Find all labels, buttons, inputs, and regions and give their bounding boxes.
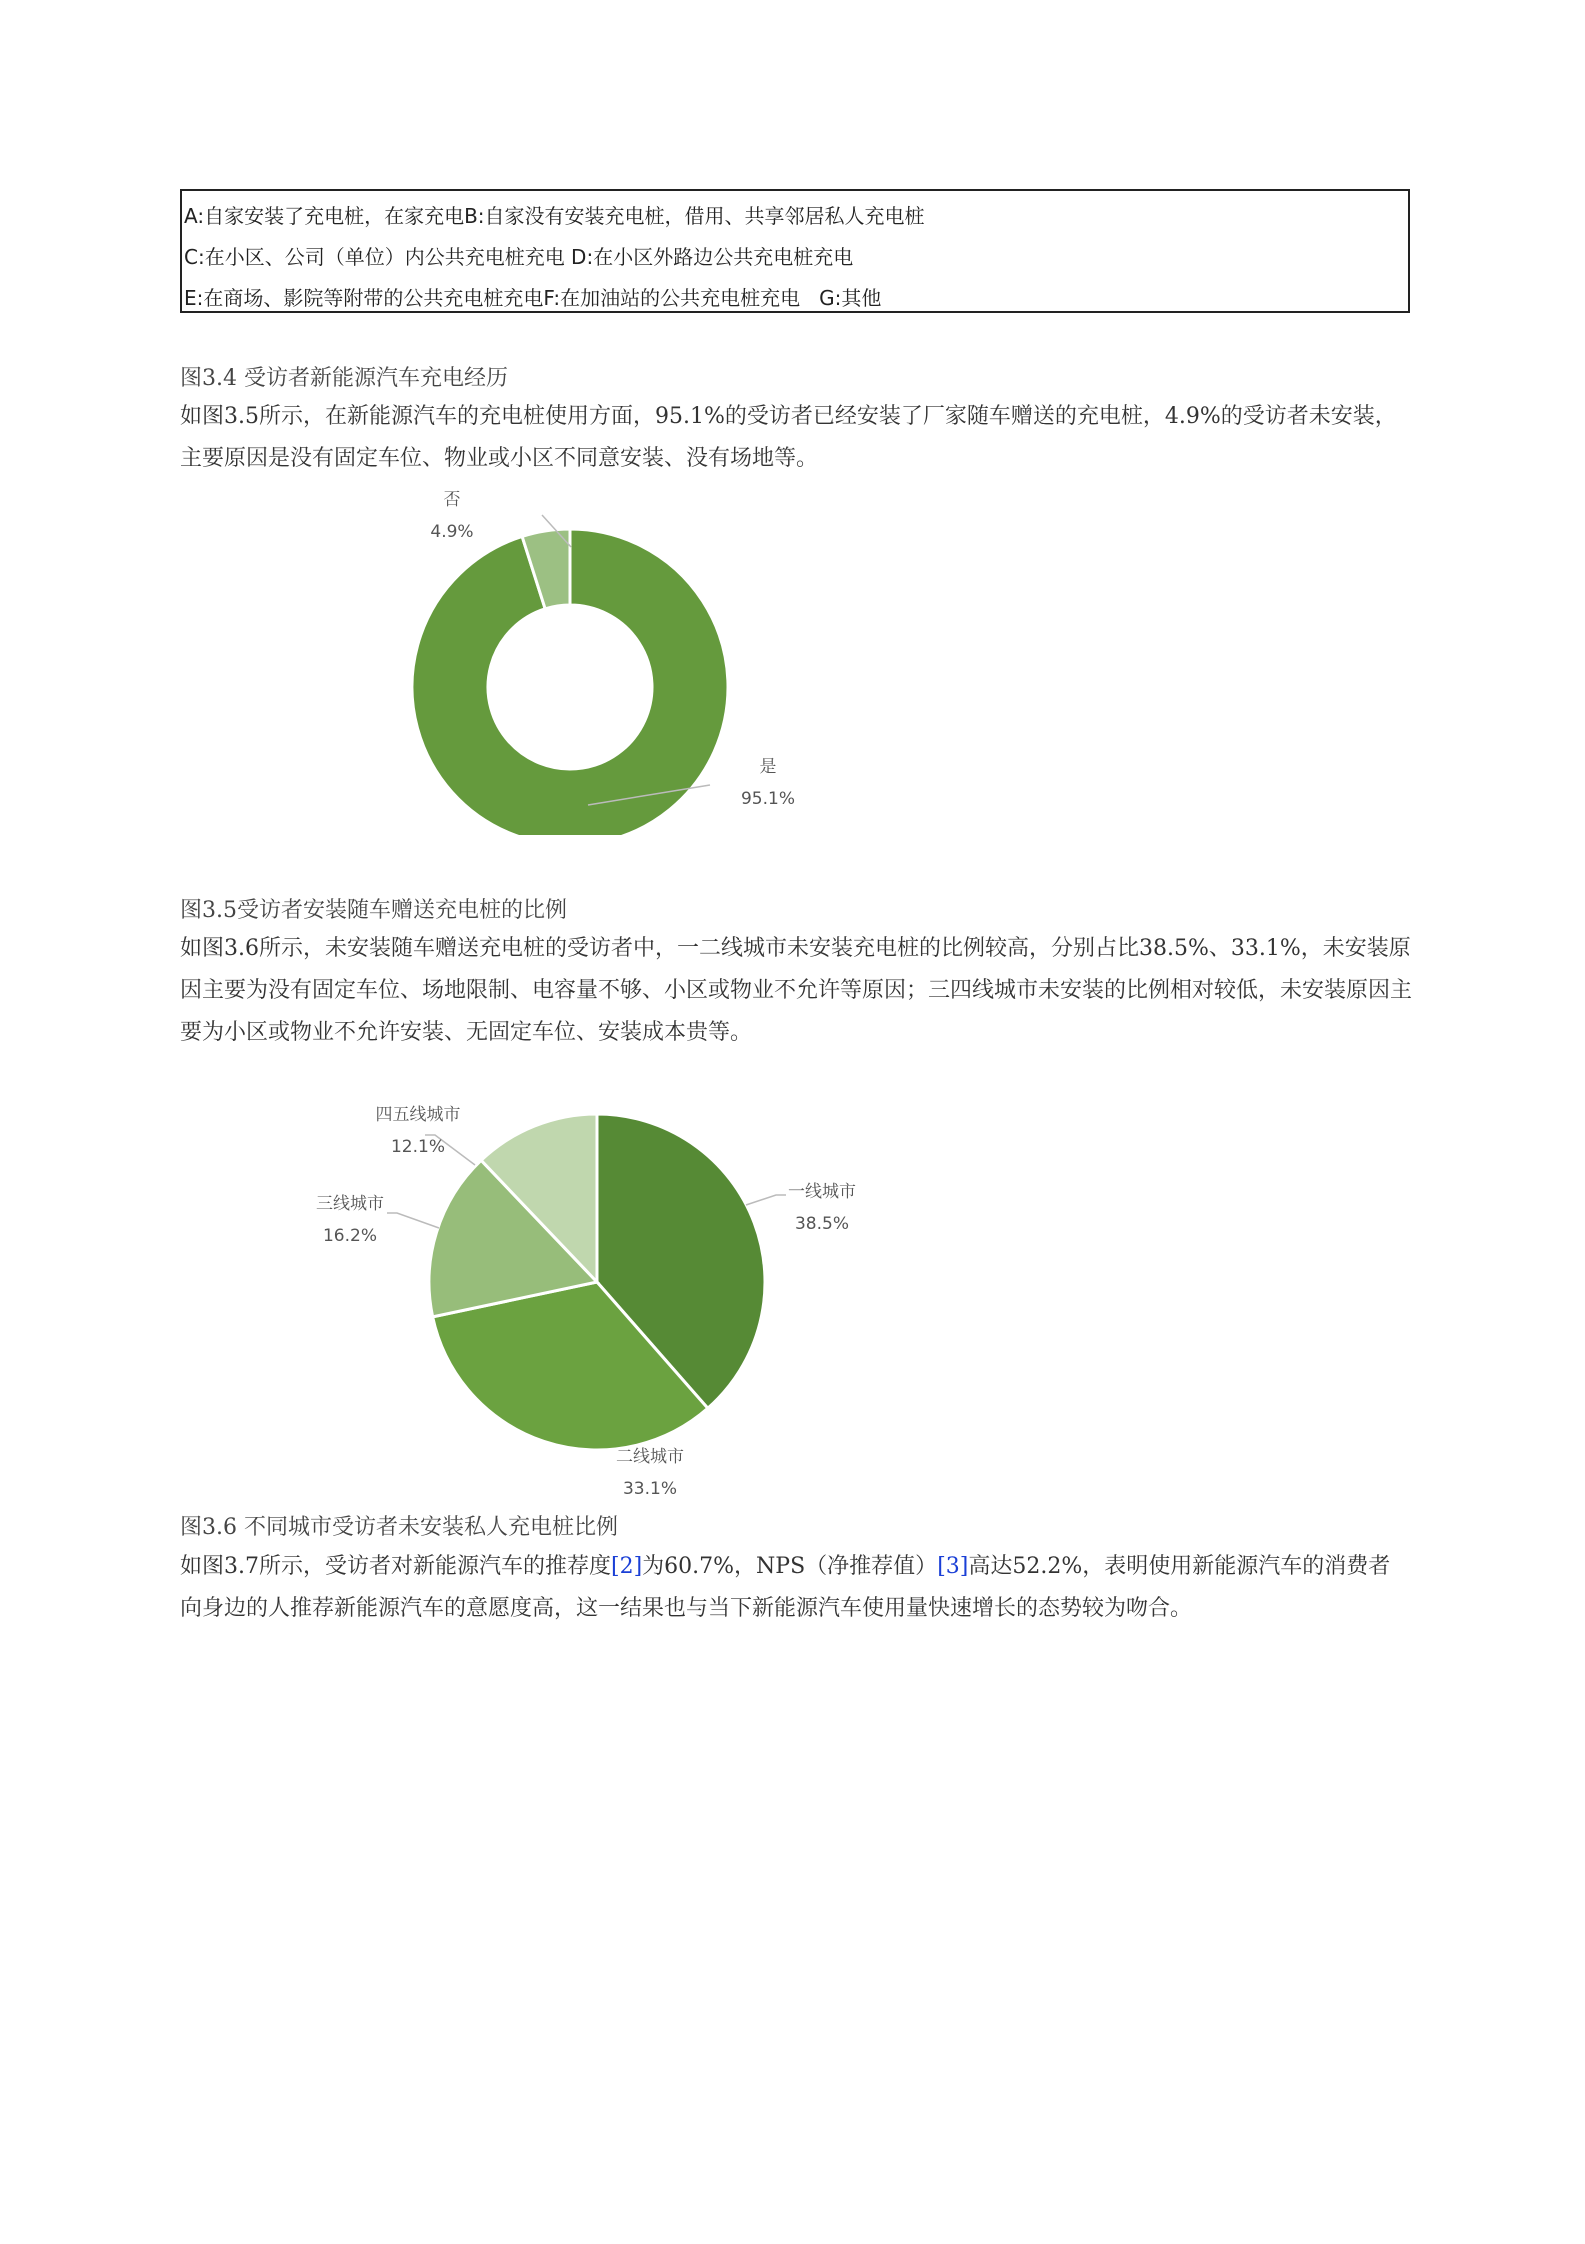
caption-figure-3-6: 图3.6 不同城市受访者未安装私人充电桩比例 bbox=[180, 1515, 618, 1540]
slice-value-no: 4.9% bbox=[430, 522, 474, 542]
slice-value-tier1: 38.5% bbox=[794, 1214, 850, 1234]
slice-label-tier1: 一线城市 bbox=[788, 1182, 856, 1202]
slice-label-tier3: 三线城市 bbox=[316, 1194, 384, 1214]
paragraph-figure-3-5: 如图3.5所示，在新能源汽车的充电桩使用方面，95.1%的受访者已经安装了厂家随车赠送的充电桩，4.9%的受访者未安装，主要原因是没有固定车位、物业或小区不同意安装、没有场地等。 bbox=[180, 404, 1397, 471]
paragraph-text-1: 如图3.7所示，受访者对新能源汽车的推荐度 bbox=[180, 1554, 611, 1579]
paragraph-text-3: 高达52.2%，表明使用新能源汽车的消费者向身边的人推荐新能源汽车的意愿度高，这一结果也与当下新能源汽车使用量快速增长的态势较为吻合。 bbox=[180, 1554, 1391, 1621]
paragraph-figure-3-7 bbox=[180, 1546, 1412, 1630]
slice-value-tier3: 16.2% bbox=[322, 1226, 378, 1246]
slice-label-tier45: 四五线城市 bbox=[375, 1105, 461, 1125]
caption-figure-3-4: 图3.4 受访者新能源汽车充电经历 bbox=[180, 366, 508, 391]
slice-value-tier45: 12.1% bbox=[390, 1137, 446, 1157]
slice-label-no: 否 bbox=[443, 490, 461, 510]
pie-chart-3-6 bbox=[300, 1065, 900, 1505]
paragraph-text-2: 为60.7%，NPS（净推荐值） bbox=[642, 1554, 938, 1579]
slice-value-tier2: 33.1% bbox=[622, 1479, 678, 1499]
caption-figure-3-5: 图3.5受访者安装随车赠送充电桩的比例 bbox=[180, 898, 567, 923]
leader-line-tier3 bbox=[387, 1213, 439, 1228]
slice-value-yes: 95.1% bbox=[740, 789, 796, 809]
reference-link-2[interactable]: [2] bbox=[611, 1554, 643, 1579]
slice-label-tier2: 二线城市 bbox=[616, 1447, 684, 1467]
legend-line-efg: E:在商场、影院等附带的公共充电桩充电F:在加油站的公共充电桩充电 G:其他 bbox=[184, 286, 882, 310]
reference-link-3[interactable]: [3] bbox=[937, 1554, 969, 1579]
legend-line-cd: C:在小区、公司（单位）内公共充电桩充电 D:在小区外路边公共充电桩充电 bbox=[184, 245, 854, 269]
legend-line-ab: A:自家安装了充电桩，在家充电B:自家没有安装充电桩，借用、共享邻居私人充电桩 bbox=[184, 204, 925, 228]
legend-box bbox=[180, 189, 1410, 313]
donut-chart-3-5 bbox=[380, 475, 840, 835]
paragraph-figure-3-6: 如图3.6所示，未安装随车赠送充电桩的受访者中，一二线城市未安装充电桩的比例较高，分别占比38.5%、33.1%，未安装原因主要为没有固定车位、场地限制、电容量不够、小区或物业不允许等原因；三四线城市未安装的比例相对较低，未安装原因主要为小区或物业不允许安装、无固定车位、安装成本贵等。 bbox=[180, 936, 1413, 1045]
slice-label-yes: 是 bbox=[759, 757, 777, 777]
leader-line-tier1 bbox=[746, 1195, 786, 1205]
